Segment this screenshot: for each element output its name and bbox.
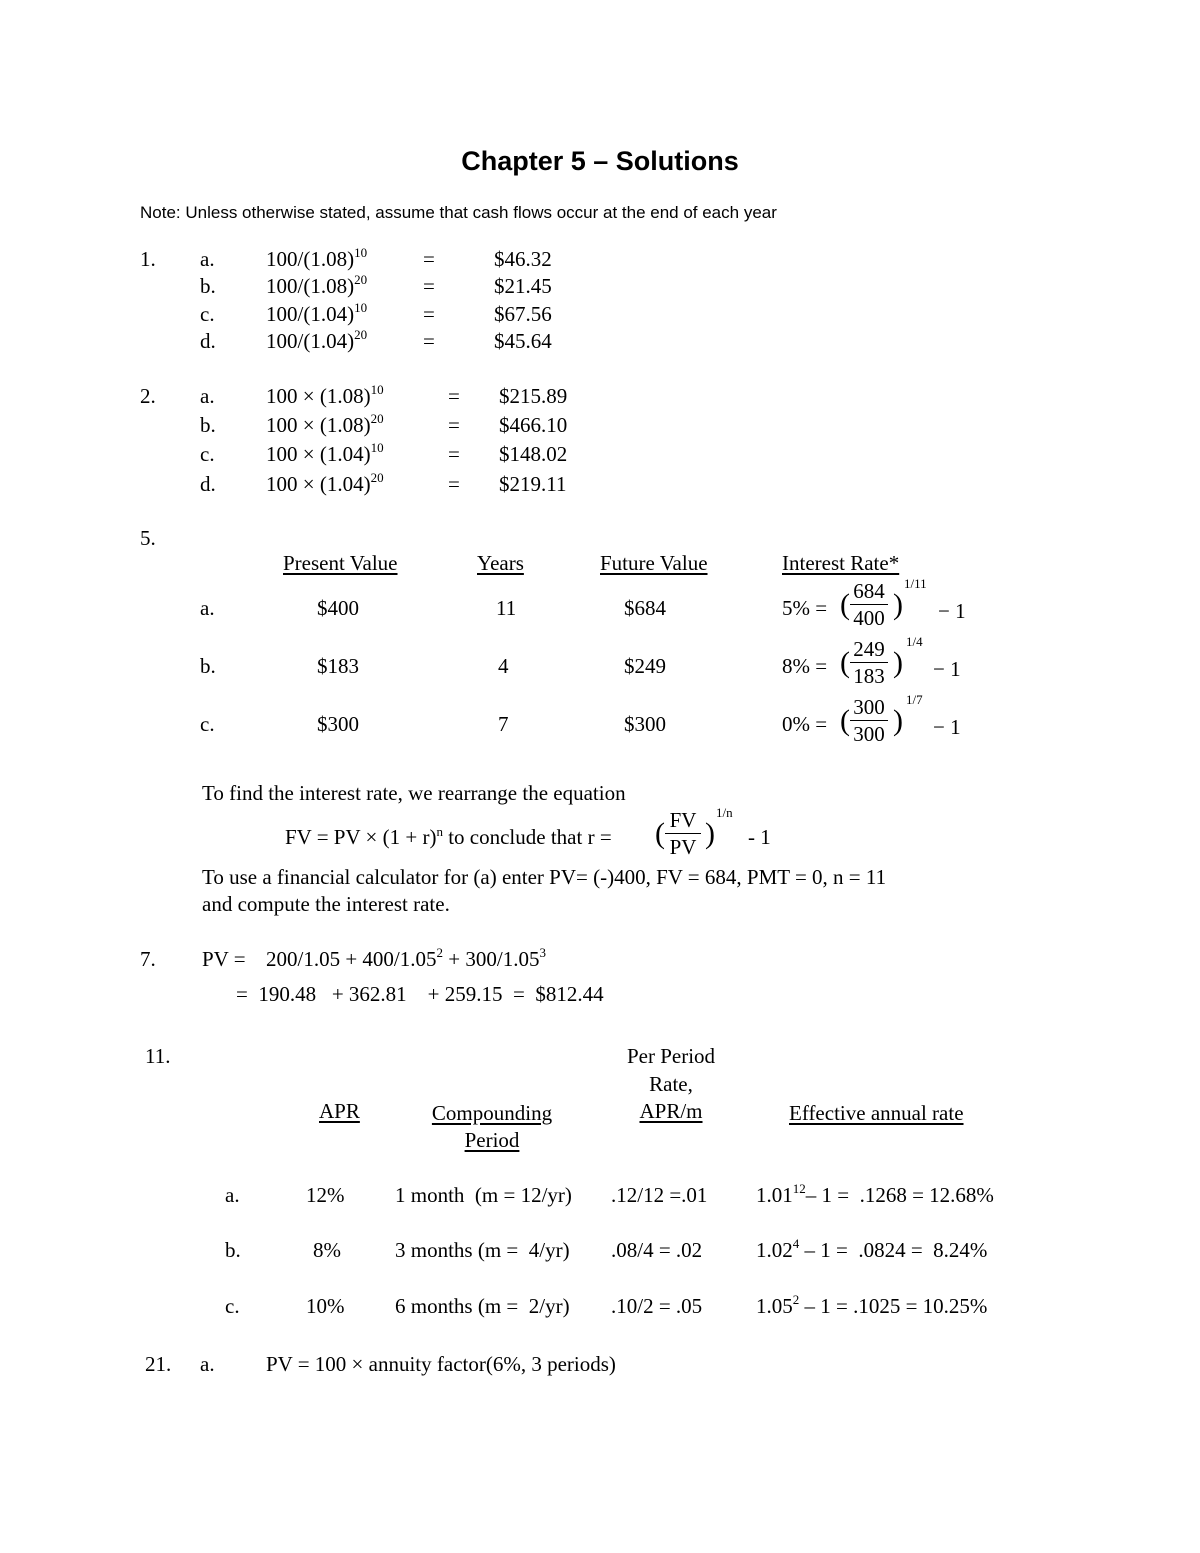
q11-row-effective-rate: 1.05$^2$ – 1 = .1025 = 10.25% — [756, 1292, 988, 1318]
q11-row-letter: c. — [225, 1294, 240, 1318]
q2-row-letter: c. — [200, 442, 215, 466]
q11-row-period: 1 month (m = 12/yr) — [395, 1183, 572, 1207]
q1-row-result: $45.64 — [494, 329, 552, 353]
q5-row-exponent: 1/7 — [906, 692, 923, 707]
page-title: Chapter 5 – Solutions — [461, 146, 739, 176]
q11-header-per-period: Per Period — [626, 1044, 716, 1068]
q2-row-expr: $100 \times (1.08)^{10}$ — [266, 382, 384, 408]
q2-row-equals: = — [448, 442, 460, 466]
q5-explanation-line2: To use a financial calculator for (a) enter PV= (-)400, FV = 684, PMT = 0, n = 11 — [202, 865, 887, 889]
q2-row-expr: $100 \times (1.04)^{10}$ — [266, 440, 384, 466]
q5-header-interest-rate: Interest Rate* — [782, 551, 900, 575]
q1-row-letter: c. — [200, 302, 215, 326]
left-paren: ( — [840, 588, 850, 621]
q7-line1-expression: $200/1.05 + 400/1.05^2 + 300/1.05^3$ — [266, 945, 546, 971]
q11-row-per-period-rate: .12/12 =.01 — [611, 1183, 708, 1207]
q5-row-years: 7 — [498, 712, 509, 736]
q5-row-fraction: $\frac{300}{300}$ — [850, 697, 888, 745]
q1-row-expr: $100/(1.04)^{10}$ — [266, 300, 368, 326]
left-paren: ( — [655, 817, 665, 850]
q2-row-result: $215.89 — [499, 384, 568, 408]
q5-row-letter: c. — [200, 712, 215, 736]
q5-row-exponent: 1/4 — [906, 634, 923, 649]
q1-row-letter: b. — [200, 274, 216, 298]
q5-row-tail: − 1 — [938, 599, 966, 623]
q11-row-period: 6 months (m = 2/yr) — [395, 1294, 570, 1318]
question-7-number: 7. — [140, 947, 156, 971]
q5-row-fraction: $\frac{684}{400}$ — [850, 581, 888, 629]
q1-row-letter: a. — [200, 247, 215, 271]
question-2-number: 2. — [140, 384, 156, 408]
q11-row-letter: a. — [225, 1183, 240, 1207]
right-paren: ) — [893, 704, 903, 737]
q2-row-equals: = — [448, 472, 460, 496]
q5-row-rate: 5% = — [782, 596, 828, 620]
q2-row-letter: b. — [200, 413, 216, 437]
q2-row-equals: = — [448, 384, 460, 408]
q1-row-expr: $100/(1.08)^{20}$ — [266, 272, 368, 298]
q5-row-fv: $249 — [624, 654, 666, 678]
q5-row-pv: $300 — [317, 712, 359, 736]
q11-row-period: 3 months (m = 4/yr) — [395, 1238, 570, 1262]
q5-row-pv: $400 — [317, 596, 359, 620]
q1-row-result: $67.56 — [494, 302, 552, 326]
q11-row-effective-rate: 1.02$^4$ – 1 = .0824 = 8.24% — [756, 1236, 988, 1262]
q1-row-equals: = — [423, 329, 435, 353]
q5-row-years: 11 — [496, 596, 517, 620]
left-paren: ( — [840, 704, 850, 737]
right-paren: ) — [893, 646, 903, 679]
q11-row-effective-rate: 1.01$^{12}$– 1 = .1268 = 12.68% — [756, 1181, 994, 1207]
q2-row-equals: = — [448, 413, 460, 437]
q5-row-letter: a. — [200, 596, 215, 620]
q5-row-rate: 0% = — [782, 712, 828, 736]
q5-explanation-line3: and compute the interest rate. — [202, 892, 450, 916]
question-11-number: 11. — [145, 1044, 171, 1068]
q2-row-result: $148.02 — [499, 442, 568, 466]
q5-row-tail: − 1 — [933, 715, 961, 739]
q2-row-letter: d. — [200, 472, 216, 496]
q1-row-expr: $100/(1.04)^{20}$ — [266, 327, 368, 353]
q1-row-expr: $100/(1.08)^{10}$ — [266, 245, 368, 271]
right-paren: ) — [893, 588, 903, 621]
q1-row-equals: = — [423, 274, 435, 298]
q5-row-tail: − 1 — [933, 657, 961, 681]
q1-row-letter: d. — [200, 329, 216, 353]
note-text: Note: Unless otherwise stated, assume that cash flows occur at the end of each year — [140, 203, 777, 222]
q11-row-apr: 12% — [306, 1183, 345, 1207]
question-5-number: 5. — [140, 526, 156, 550]
q5-row-fv: $300 — [624, 712, 666, 736]
q5-header-years: Years — [477, 551, 524, 575]
q11-header-effective-rate: Effective annual rate — [789, 1101, 964, 1125]
q11-row-letter: b. — [225, 1238, 241, 1262]
q5-row-fv: $684 — [624, 596, 666, 620]
q5-row-rate: 8% = — [782, 654, 828, 678]
q5-row-exponent: 1/11 — [904, 576, 927, 591]
q5-explanation-line1: To find the interest rate, we rearrange the equation — [202, 781, 626, 805]
q11-header-compounding: Compounding — [431, 1101, 553, 1125]
question-1-number: 1. — [140, 247, 156, 271]
q5-header-present-value: Present Value — [283, 551, 398, 575]
q7-line1-label: PV = — [202, 947, 246, 971]
q2-row-expr: $100 \times (1.08)^{20}$ — [266, 411, 384, 437]
q11-header-apr: APR — [319, 1099, 360, 1123]
q11-header-apr-m: APR/m — [639, 1099, 703, 1123]
q7-line2: = 190.48 + 362.81 + 259.15 = $812.44 — [236, 982, 604, 1006]
q5-header-future-value: Future Value — [600, 551, 708, 575]
q1-row-result: $46.32 — [494, 247, 552, 271]
q5-formula-fraction: $\frac{FV}{PV}$ — [665, 810, 701, 858]
q2-row-letter: a. — [200, 384, 215, 408]
q11-row-per-period-rate: .08/4 = .02 — [611, 1238, 703, 1262]
left-paren: ( — [840, 646, 850, 679]
q21-text: PV = 100 × annuity factor(6%, 3 periods) — [266, 1352, 616, 1376]
q2-row-expr: $100 \times (1.04)^{20}$ — [266, 470, 384, 496]
question-21-number: 21. — [145, 1352, 172, 1376]
q1-row-result: $21.45 — [494, 274, 552, 298]
q11-row-apr: 10% — [306, 1294, 345, 1318]
q5-row-fraction: $\frac{249}{183}$ — [850, 639, 888, 687]
q5-row-letter: b. — [200, 654, 216, 678]
q5-row-pv: $183 — [317, 654, 359, 678]
q11-header-period: Period — [464, 1128, 520, 1152]
q11-header-rate: Rate, — [649, 1072, 693, 1096]
q5-row-years: 4 — [498, 654, 509, 678]
right-paren: ) — [705, 817, 715, 850]
q5-formula-tail: - 1 — [748, 825, 771, 849]
q1-row-equals: = — [423, 247, 435, 271]
q1-row-equals: = — [423, 302, 435, 326]
q11-row-apr: 8% — [313, 1238, 341, 1262]
q11-row-per-period-rate: .10/2 = .05 — [611, 1294, 703, 1318]
q5-formula: FV = PV × $(1 + r)^n$ to conclude that r = — [285, 824, 612, 849]
q21-letter: a. — [200, 1352, 215, 1376]
q5-formula-exponent: 1/n — [716, 805, 733, 820]
q2-row-result: $466.10 — [499, 413, 568, 437]
q2-row-result: $219.11 — [499, 472, 567, 496]
